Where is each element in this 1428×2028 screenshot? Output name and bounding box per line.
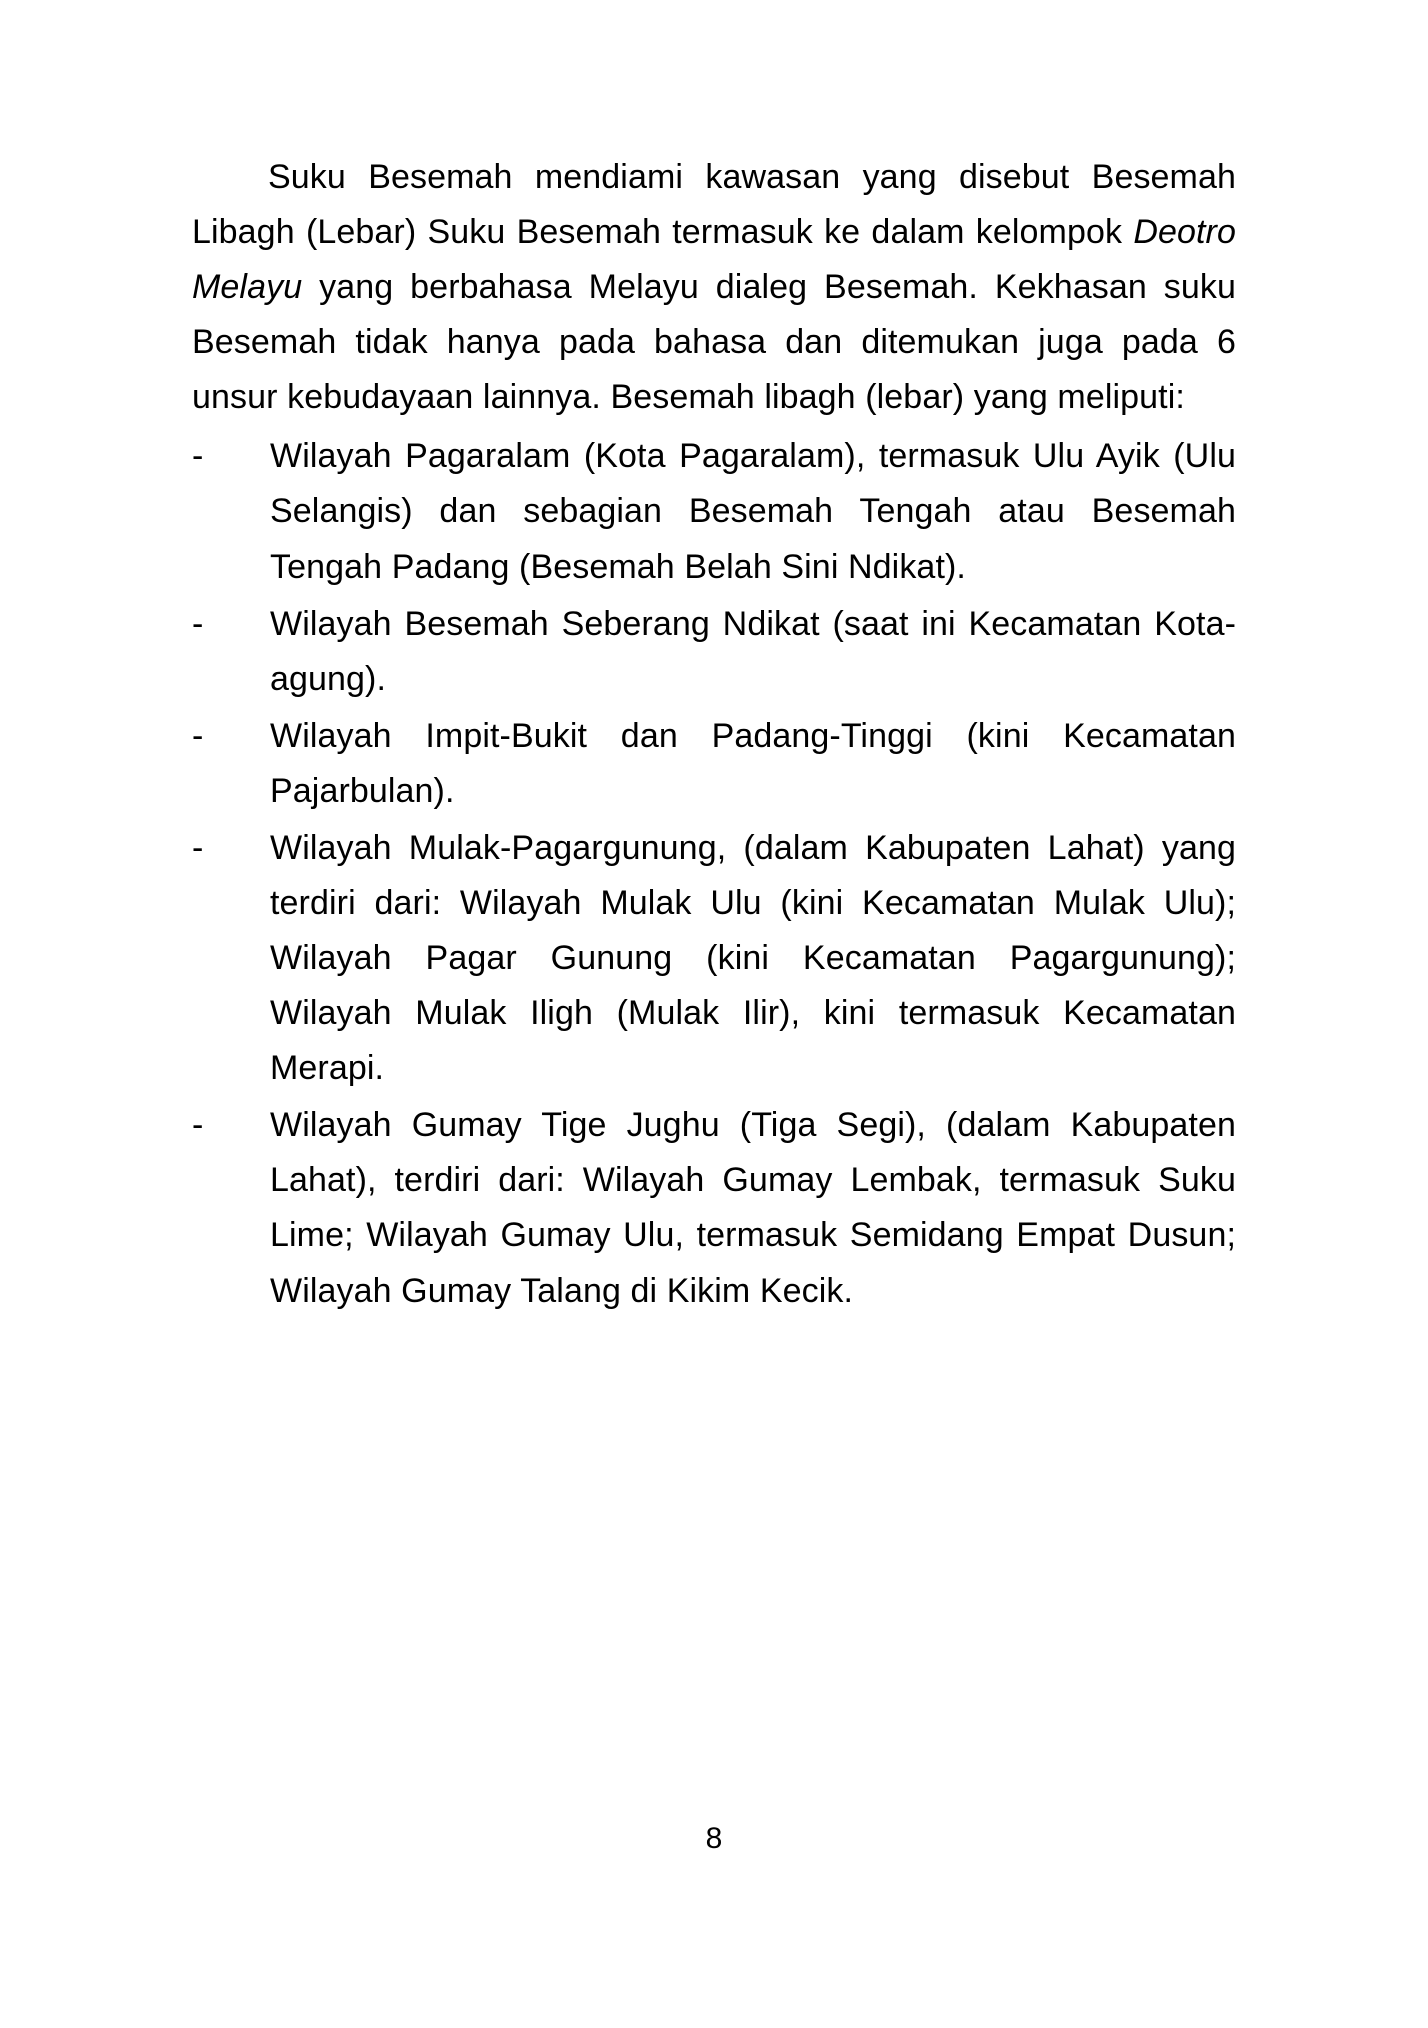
intro-paragraph: [192, 150, 1236, 425]
list-bullet-marker: -: [192, 828, 204, 867]
page-body: [192, 150, 1236, 1319]
list-item-text: Wilayah Pagaralam (Kota Pagaralam), termasuk Ulu Ayik (Ulu Selangis) dan sebagian Besemah Tengah atau Besemah Tengah Padang (Besemah Belah Sini Ndikat).: [270, 437, 1236, 586]
wilayah-list: [192, 429, 1236, 1318]
list-item-text: Wilayah Impit-Bukit dan Padang-Tinggi (kini Kecamatan Pajarbulan).: [270, 716, 1236, 810]
list-item: [192, 709, 1236, 819]
list-bullet-marker: -: [192, 604, 204, 643]
list-item-text: Wilayah Mulak-Pagargunung, (dalam Kabupaten Lahat) yang terdiri dari: Wilayah Mulak Ulu (kini Kecamatan Mulak Ulu); Wilayah Pagar Gunung (kini Kecamatan Pagargunung); Wilayah Mulak Iligh (Mulak Ilir), kini termasuk Kecamatan Merapi.: [270, 828, 1236, 1088]
list-item: [192, 1098, 1236, 1318]
list-item: [192, 821, 1236, 1096]
list-bullet-marker: -: [192, 437, 204, 476]
list-item-text: Wilayah Gumay Tige Jughu (Tiga Segi), (dalam Kabupaten Lahat), terdiri dari: Wilayah Gumay Lembak, termasuk Suku Lime; Wilayah Gumay Ulu, termasuk Semidang Empat Dusun; Wilayah Gumay Talang di Kikim Kecik.: [270, 1106, 1236, 1310]
intro-paragraph-part1: Suku Besemah mendiami kawasan yang disebut Besemah Libagh (Lebar) Suku Besemah termasuk ke dalam kelompok: [192, 158, 1236, 252]
page-number: 8: [705, 1822, 723, 1855]
list-item: [192, 429, 1236, 594]
list-item-text: Wilayah Besemah Seberang Ndikat (saat ini Kecamatan Kota-agung).: [270, 604, 1236, 698]
list-item: [192, 597, 1236, 707]
list-bullet-marker: -: [192, 716, 204, 755]
list-bullet-marker: -: [192, 1106, 204, 1145]
intro-paragraph-part2: yang berbahasa Melayu dialeg Besemah. Kekhasan suku Besemah tidak hanya pada bahasa dan ditemukan juga pada 6 unsur kebudayaan lainnya. Besemah libagh (lebar) yang meliputi:: [192, 268, 1236, 417]
intro-paragraph-italic-term: Deotro Melayu: [192, 213, 1236, 307]
